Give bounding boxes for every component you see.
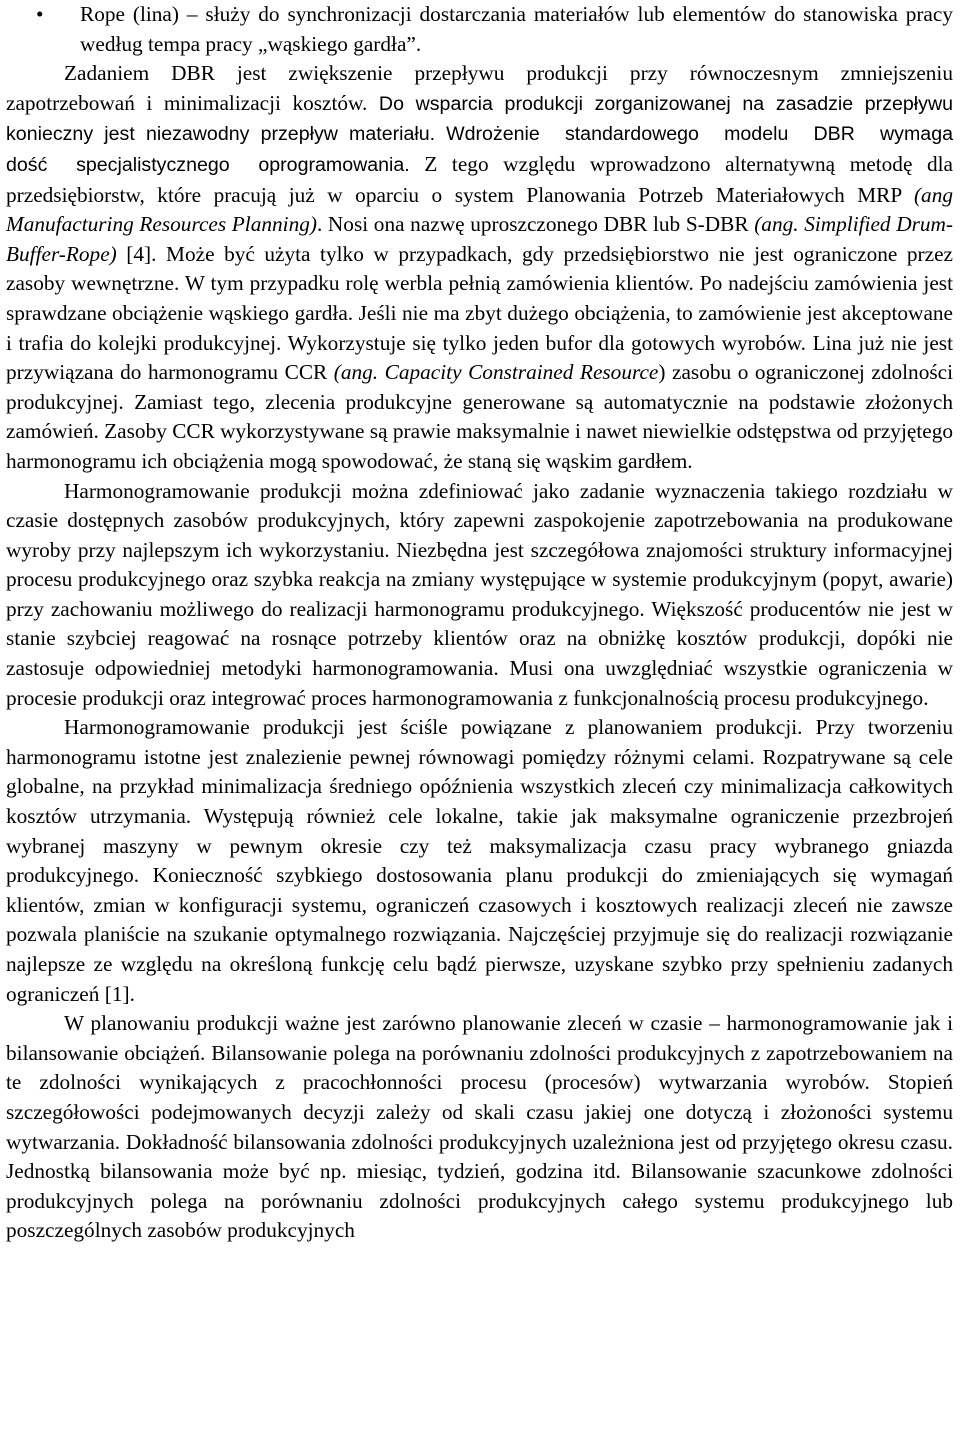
dbr-sentence-software: Wdrożenie standardowego modelu DBR wymaga dość specjalistycznego oprogramowania. bbox=[6, 123, 953, 176]
dbr-sentence-sdbr: . Nosi ona nazwę uproszczonego DBR lub S-DBR bbox=[316, 212, 755, 237]
dbr-sentence-goal: Zadaniem DBR jest zwiększenie przepływu produkcji przy równoczesnym zmniejszeniu zapotrzebowań i minimalizacji kosztów. bbox=[6, 61, 953, 115]
ccr-term-italic: (ang. Capacity Constrained Resource bbox=[333, 360, 659, 385]
bullet-item-rope bbox=[6, 0, 953, 59]
paragraph-dbr bbox=[6, 59, 953, 476]
dbr-sentence-flow: Do wsparcia produkcji zorganizowanej na zasadzie przepływu konieczny jest niezawodny przepływ materiału. bbox=[6, 92, 953, 146]
dbr-sentence-usage: Może być użyta tylko w przypadkach, gdy przedsiębiorstwo nie jest ograniczone przez zasoby wewnętrzne. W tym przypadku rolę werbla pełnią zamówienia klientów. Po nadejściu zamówienia jest sprawdzane obciążenie wąskiego gardła. Jeśli nie ma zbyt dużego obciążenia, to zamówienie jest akceptowane i trafia do kolejki produkcyjnej. Wykorzystuje się tylko jeden bufor dla gotowych wyrobów. Lina już nie jest przywiązana do harmonogramu CCR bbox=[6, 241, 953, 385]
citation-4: [4]. bbox=[116, 241, 157, 266]
paragraph-scheduling-definition: Harmonogramowanie produkcji można zdefiniować jako zadanie wyznaczenia takiego rozdziału w czasie dostępnych zasobów produkcyjnych, który zapewni zaspokojenie zapotrzebowania na produkowane wyroby przy najlepszym ich wykorzystaniu. Niezbędna jest szczegółowa znajomości struktury informacyjnej procesu produkcyjnego oraz szybka reakcja na zmiany występujące w systemie produkcyjnym (popyt, awarie) przy zachowaniu możliwego do realizacji harmonogramu produkcyjnego. Większość producentów nie jest w stanie szybciej reagować na rosnące potrzeby klientów oraz na obniżkę kosztów produkcji, dopóki nie zastosuje odpowiedniej metodyki harmonogramowania. Musi ona uwzględniać wszystkie ograniczenia w procesie produkcji oraz integrować proces harmonogramowania z funkcjonalnością procesu produkcyjnego. bbox=[6, 478, 953, 710]
paragraph-load-balancing: W planowaniu produkcji ważne jest zarówno planowanie zleceń w czasie – harmonogramowanie jak i bilansowanie obciążeń. Bilansowanie polega na porównaniu zdolności produkcyjnych z zapotrzebowaniem na te zdolności wynikających z pracochłonności procesu (procesów) wytwarzania wyrobów. Stopień szczegółowości podejmowanych decyzji zależy od skali czasu jakiej one dotyczą i złożoności systemu wytwarzania. Dokładność bilansowania zdolności produkcyjnych uzależniona jest od przyjętego okresu czasu. Jednostką bilansowania może być np. miesiąc, tydzień, godzina itd. Bilansowanie szacunkowe zdolności produkcyjnych polega na porównaniu zdolności produkcyjnych całego systemu produkcyjnego lub poszczególnych zasobów produkcyjnych bbox=[6, 1011, 953, 1243]
dbr-sentence-ccr: ) zasobu o ograniczonej zdolności produkcyjnej. Zamiast tego, zlecenia produkcyjne generowane są automatycznie na podstawie złożonych zamówień. Zasoby CCR wykorzystywane są prawie maksymalnie i nawet niewielkie odstępstwa od przyjętego harmonogramu ich obciążenia mogą spowodować, że staną się wąskim gardłem. bbox=[6, 360, 954, 473]
mrp-term-italic: (ang Manufacturing Resources Planning) bbox=[6, 182, 953, 237]
sdbr-term-italic: (ang. Simplified Drum-Buffer-Rope) bbox=[6, 212, 954, 266]
dbr-sentence-alternative: Z tego względu wprowadzono alternatywną metodę dla przedsiębiorstw, które pracują już w oparciu o system Planowania Potrzeb Materiałowych MRP bbox=[6, 151, 953, 207]
bullet-icon: • bbox=[36, 2, 44, 26]
bullet-text: Rope (lina) – służy do synchronizacji dostarczania materiałów lub elementów do stanowiska pracy według tempa pracy „wąskiego gardła”. bbox=[80, 2, 953, 56]
paragraph-scheduling-planning: Harmonogramowanie produkcji jest ściśle powiązane z planowaniem produkcji. Przy tworzeniu harmonogramu istotne jest znalezienie pewnej równowagi pomiędzy różnymi celami. Rozpatrywane są cele globalne, na przykład minimalizacja średniego opóźnienia wszystkich zleceń czy minimalizacja całkowitych kosztów utrzymania. Występują również cele lokalne, takie jak maksymalne ograniczenie przezbrojeń wybranej maszyny w pewnym okresie czy też maksymalizacja czasu pracy wybranego gniazda produkcyjnego. Konieczność szybkiego dostosowania planu produkcji do zmieniających się wymagań klientów, zmian w konfiguracji systemu, ograniczeń czasowych i kosztowych realizacji zleceń nie zawsze pozwala planiście na szukanie optymalnego rozwiązania. Najczęściej przyjmuje się do realizacji rozwiązanie najlepsze ze względu na określoną funkcję celu bądź pierwsze, uzyskane szybko przy spełnieniu zadanych ograniczeń [1]. bbox=[6, 715, 953, 1006]
